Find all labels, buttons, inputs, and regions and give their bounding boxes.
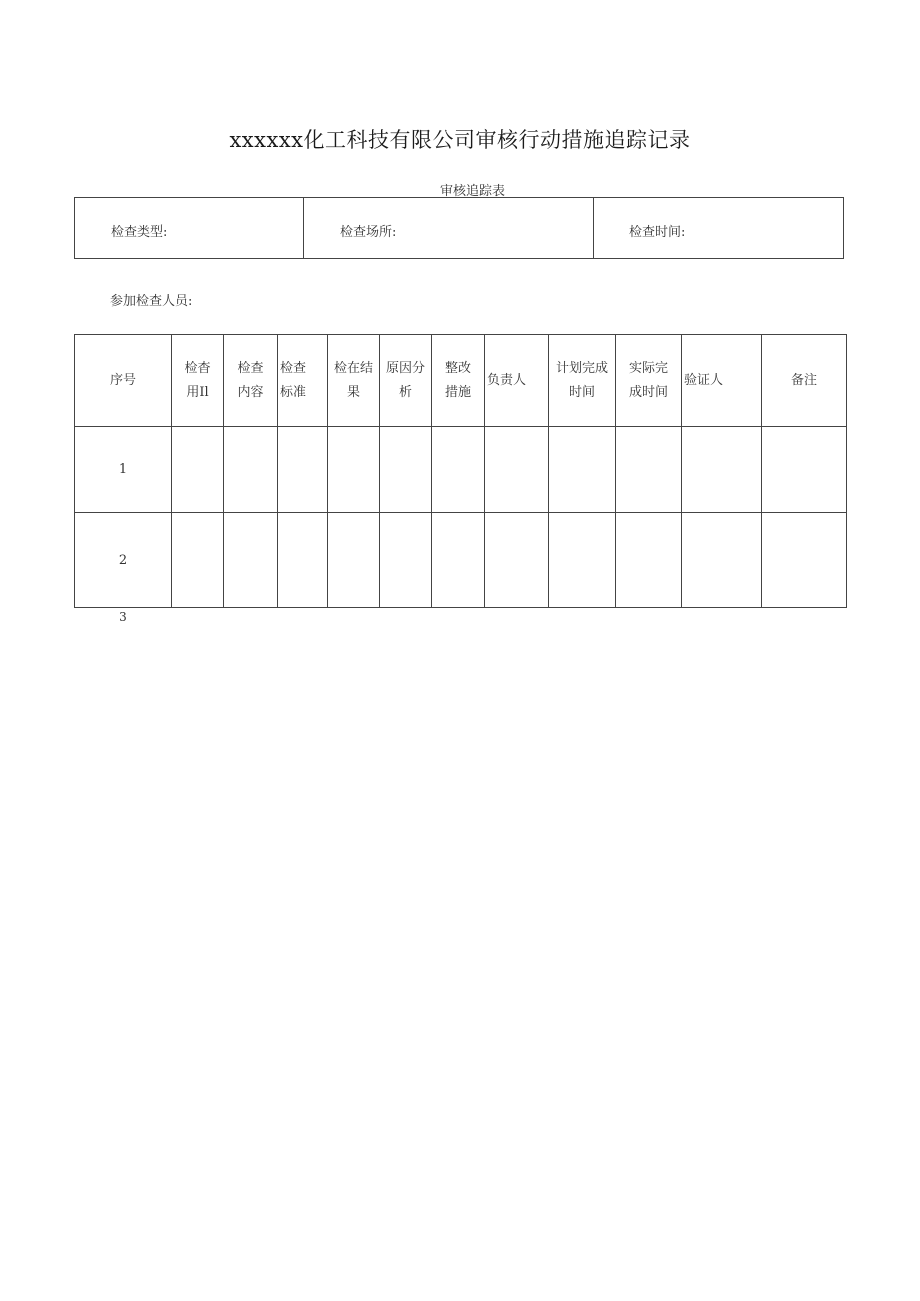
- table-cell[interactable]: [485, 427, 549, 513]
- table-cell[interactable]: [328, 427, 380, 513]
- header-check-item: 检杳 用Il: [172, 335, 224, 427]
- table-cell[interactable]: [549, 513, 616, 608]
- check-type-label: 检查类型:: [111, 225, 168, 240]
- table-cell[interactable]: [616, 513, 682, 608]
- table-cell[interactable]: [224, 513, 278, 608]
- table-cell[interactable]: [380, 513, 432, 608]
- header-corrective-measures: 整改 措施: [432, 335, 485, 427]
- inspection-info-box: [74, 197, 844, 259]
- participants-label: 参加检查人员:: [110, 294, 193, 309]
- header-remarks: 备注: [762, 335, 847, 427]
- header-responsible-person: 负责人: [485, 335, 549, 427]
- table-cell[interactable]: [380, 427, 432, 513]
- table-cell[interactable]: [278, 513, 328, 608]
- header-seq: 序号: [75, 335, 172, 427]
- table-cell[interactable]: [224, 427, 278, 513]
- row-seq-trailing: 3: [119, 610, 127, 624]
- table-cell[interactable]: [682, 513, 762, 608]
- header-planned-completion: 计划完成 时间: [549, 335, 616, 427]
- table-cell[interactable]: [485, 513, 549, 608]
- table-row: [75, 427, 847, 513]
- table-row: [75, 513, 847, 608]
- table-cell[interactable]: [172, 513, 224, 608]
- table-cell[interactable]: [432, 513, 485, 608]
- header-check-standard: 检查 标准: [278, 335, 328, 427]
- table-cell[interactable]: [432, 427, 485, 513]
- header-check-result: 检在结 果: [328, 335, 380, 427]
- check-time-label: 检查时间:: [629, 225, 686, 240]
- table-header-row: [75, 335, 847, 427]
- info-divider: [303, 198, 304, 258]
- table-cell[interactable]: [328, 513, 380, 608]
- table-cell[interactable]: [762, 513, 847, 608]
- table-cell[interactable]: [549, 427, 616, 513]
- table-cell[interactable]: [616, 427, 682, 513]
- header-verifier: 验证人: [682, 335, 762, 427]
- table-cell[interactable]: [278, 427, 328, 513]
- header-check-content: 检查 内容: [224, 335, 278, 427]
- header-cause-analysis: 原因分 析: [380, 335, 432, 427]
- header-actual-completion: 实际完 成时间: [616, 335, 682, 427]
- row-seq: 1: [75, 427, 172, 513]
- check-place-label: 检查场所:: [340, 225, 397, 240]
- table-cell[interactable]: [762, 427, 847, 513]
- row-seq: 2: [75, 513, 172, 608]
- tracking-table: [74, 334, 847, 608]
- table-cell[interactable]: [172, 427, 224, 513]
- document-title: xxxxxx化工科技有限公司审核行动措施追踪记录: [229, 128, 691, 152]
- info-divider: [593, 198, 594, 258]
- table-subtitle: 审核追踪表: [439, 184, 505, 199]
- table-cell[interactable]: [682, 427, 762, 513]
